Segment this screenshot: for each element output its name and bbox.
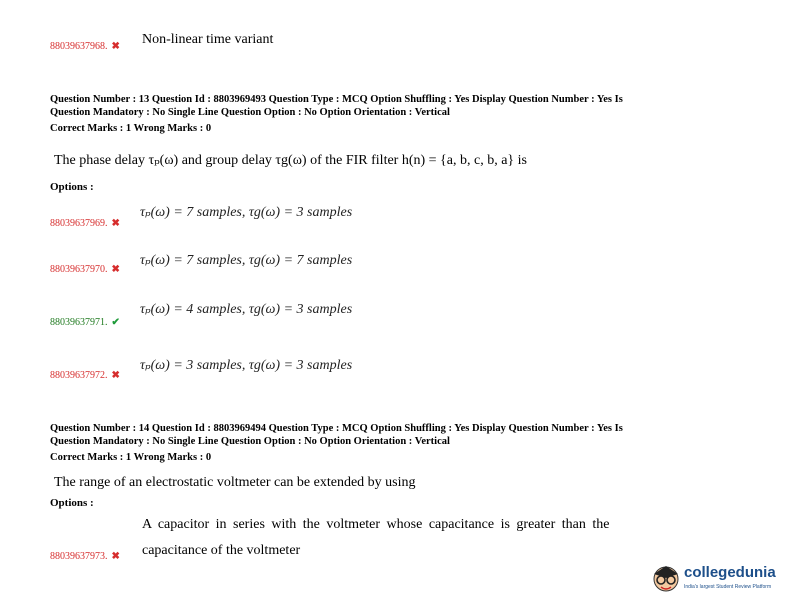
header-line-2: Question Mandatory : No Single Line Question Option : No Option Orientation : Vertical xyxy=(50,436,450,447)
cross-icon: ✖ xyxy=(111,264,120,275)
check-icon: ✔ xyxy=(111,317,120,328)
logo-name: collegedunia xyxy=(684,564,776,581)
option-id xyxy=(50,551,120,562)
cross-icon: ✖ xyxy=(111,218,120,229)
cross-icon: ✖ xyxy=(111,370,120,381)
option-id xyxy=(50,264,120,275)
question-header xyxy=(50,93,623,135)
logo-tagline: India's largest Student Review Platform xyxy=(684,584,772,590)
option-id-text: 88039637970. xyxy=(50,264,108,275)
option-text: τₚ(ω) = 7 samples, τg(ω) = 7 samples xyxy=(140,253,353,268)
option-id-text: 88039637972. xyxy=(50,370,108,381)
option-id-text: 88039637971. xyxy=(50,317,108,328)
cross-icon: ✖ xyxy=(111,551,120,562)
question-text-content: The phase delay τₚ(ω) and group delay τg(ω) of the FIR filter h(n) = {a, b, c, b, a} is xyxy=(54,153,527,168)
question-text: The range of an electrostatic voltmeter can be extended by using xyxy=(54,475,416,490)
collegedunia-logo xyxy=(650,562,792,606)
option-id xyxy=(50,317,120,328)
option-text: τₚ(ω) = 7 samples, τg(ω) = 3 samples xyxy=(140,205,353,220)
header-line-1: Question Number : 14 Question Id : 8803969494 Question Type : MCQ Option Shuffling : Yes Display Question Number : Yes Is xyxy=(50,423,623,434)
cross-icon: ✖ xyxy=(111,41,120,52)
option-text-line-1: A capacitor in series with the voltmeter whose capacitance is greater than the xyxy=(142,517,610,532)
option-text: τₚ(ω) = 3 samples, τg(ω) = 3 samples xyxy=(140,358,353,373)
option-text-line-2: capacitance of the voltmeter xyxy=(142,543,301,558)
options-label: Options : xyxy=(50,181,94,193)
option-id xyxy=(50,218,120,229)
option-id-text: 88039637969. xyxy=(50,218,108,229)
option-text: Non-linear time variant xyxy=(142,32,274,47)
header-line-1: Question Number : 13 Question Id : 8803969493 Question Type : MCQ Option Shuffling : Yes Display Question Number : Yes Is xyxy=(50,94,623,105)
option-id-text: 88039637973. xyxy=(50,551,108,562)
option-id xyxy=(50,370,120,381)
question-text xyxy=(54,152,527,169)
option-id xyxy=(50,41,120,52)
logo-mascot-icon xyxy=(650,562,682,598)
options-label: Options : xyxy=(50,497,94,509)
question-header xyxy=(50,422,623,464)
option-id-text: 88039637968. xyxy=(50,41,108,52)
marks-line: Correct Marks : 1 Wrong Marks : 0 xyxy=(50,123,212,134)
option-text: τₚ(ω) = 4 samples, τg(ω) = 3 samples xyxy=(140,302,353,317)
header-line-2: Question Mandatory : No Single Line Question Option : No Option Orientation : Vertical xyxy=(50,107,450,118)
marks-line: Correct Marks : 1 Wrong Marks : 0 xyxy=(50,452,212,463)
